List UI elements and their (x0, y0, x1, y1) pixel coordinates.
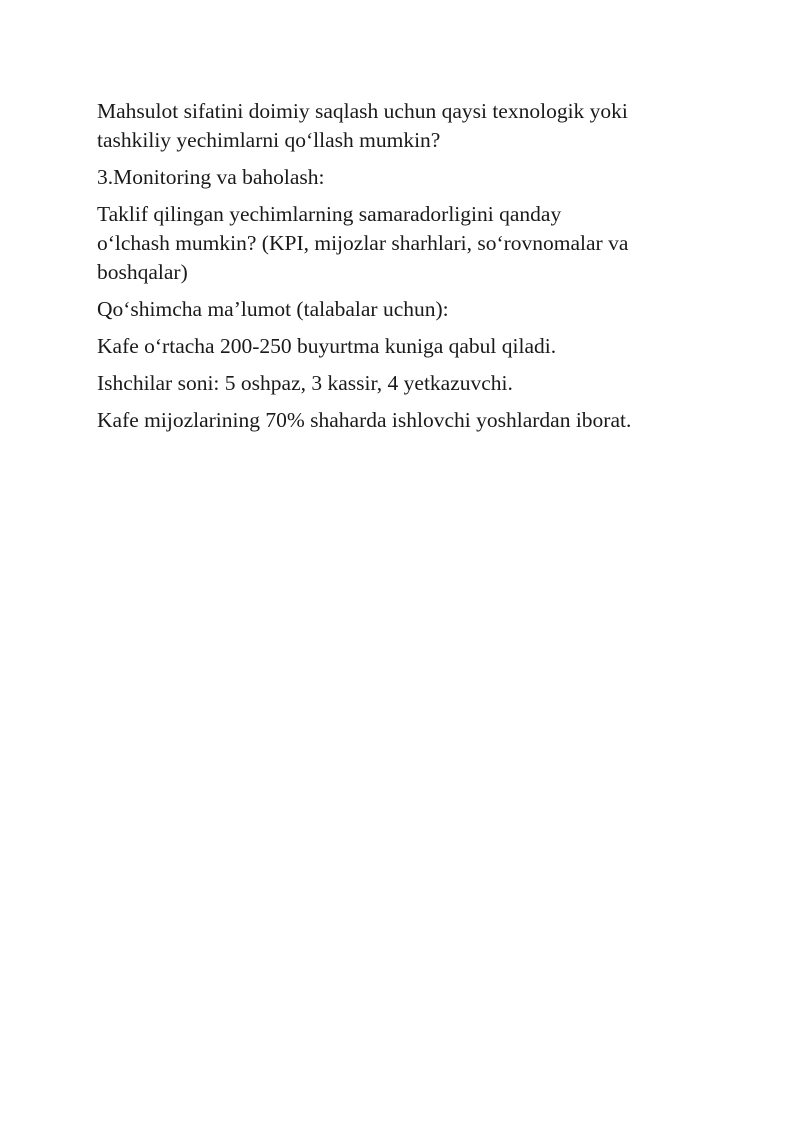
info-orders-per-day (97, 332, 717, 361)
info-customer-demographics (97, 406, 717, 435)
question-paragraph-effectiveness (97, 200, 717, 287)
text-line: Ishchilar soni: 5 oshpaz, 3 kassir, 4 yetkazuvchi. (97, 371, 513, 395)
text-line: Mahsulot sifatini doimiy saqlash uchun qaysi texnologik yoki (97, 99, 628, 123)
text-line: Qo‘shimcha ma’lumot (talabalar uchun): (97, 297, 449, 321)
text-line: Kafe mijozlarining 70% shaharda ishlovchi yoshlardan iborat. (97, 408, 632, 432)
text-line: Kafe o‘rtacha 200-250 buyurtma kuniga qabul qiladi. (97, 334, 557, 358)
question-paragraph-quality (97, 97, 717, 155)
additional-info-heading (97, 295, 717, 324)
text-line: tashkiliy yechimlarni qo‘llash mumkin? (97, 128, 441, 152)
text-line: o‘lchash mumkin? (KPI, mijozlar sharhlari, so‘rovnomalar va (97, 231, 629, 255)
text-line: 3.Monitoring va baholash: (97, 165, 325, 189)
info-staff-count (97, 369, 717, 398)
text-line: boshqalar) (97, 260, 188, 284)
text-line: Taklif qilingan yechimlarning samaradorligini qanday (97, 202, 562, 226)
section-heading-monitoring (97, 163, 717, 192)
document-body (97, 97, 717, 443)
